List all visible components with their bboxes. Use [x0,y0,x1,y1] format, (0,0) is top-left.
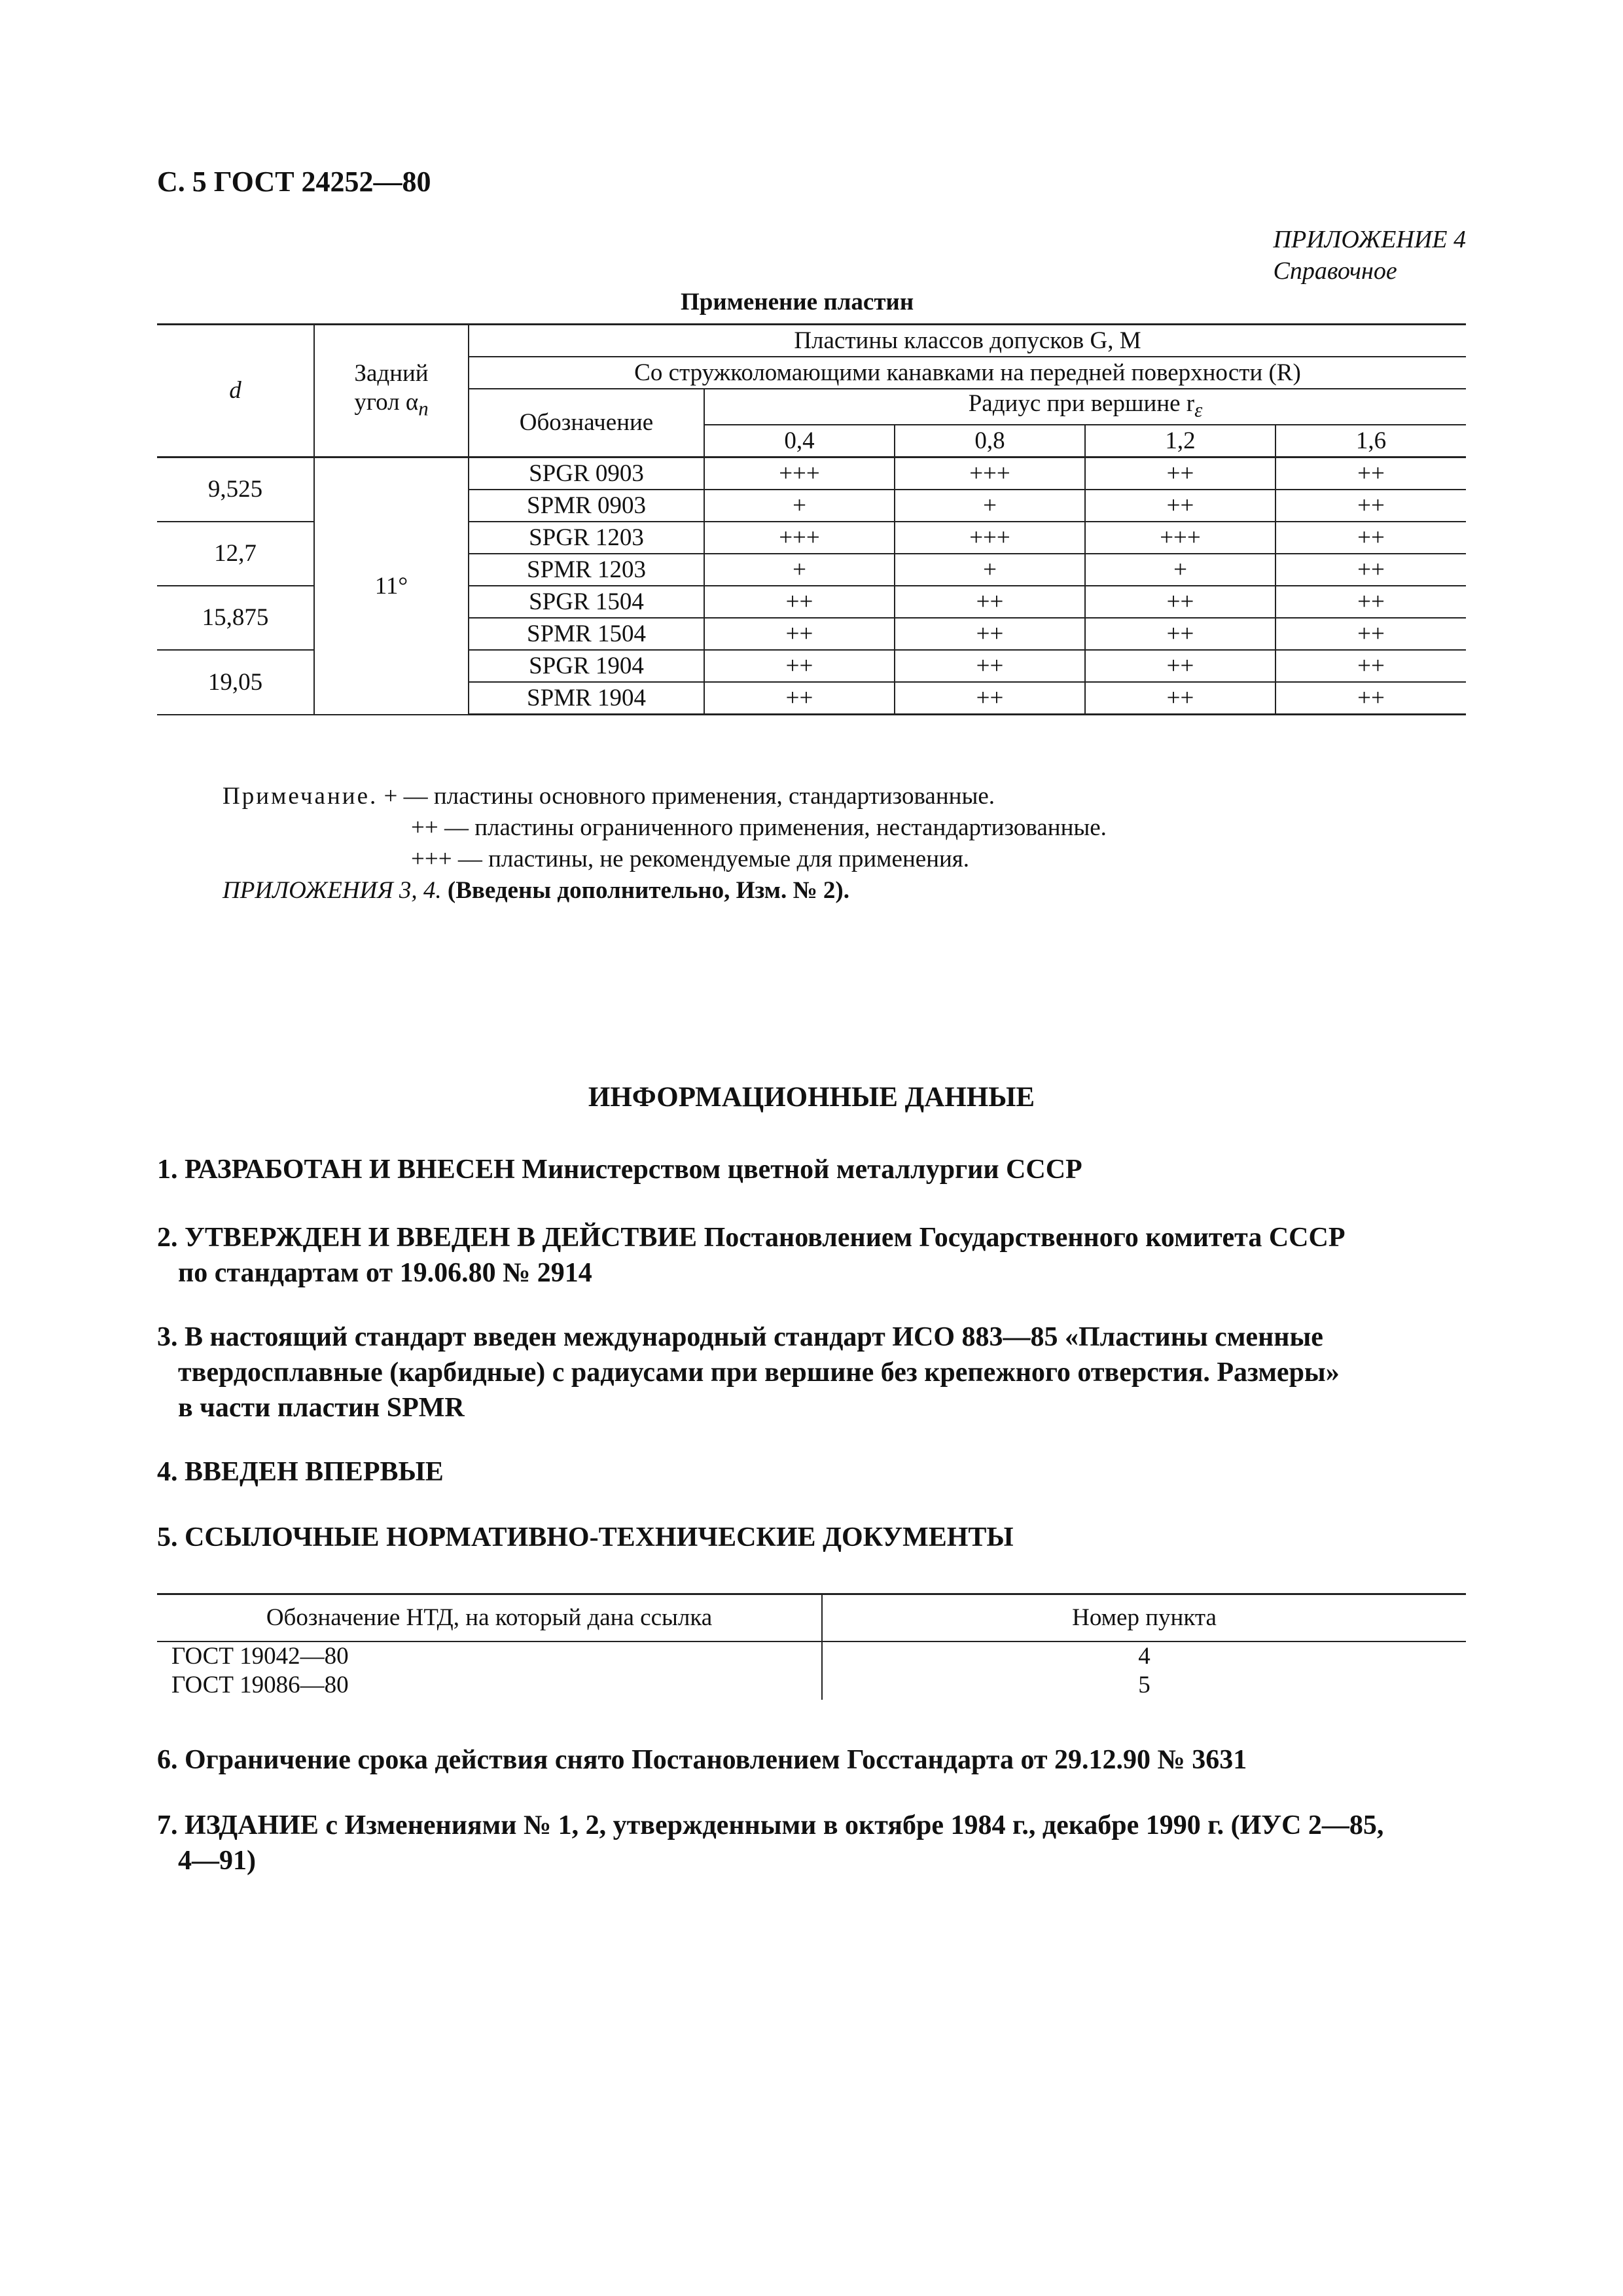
info-item-2-line1: 2. УТВЕРЖДЕН И ВВЕДЕН В ДЕЙСТВИЕ Постановлением Государственного комитета СССР [157,1223,1346,1253]
header-radius: Радиус при вершине $r_\varepsilon$ [704,389,1466,425]
header-angle: Задний угол $\alpha_n$ [314,325,469,457]
table-row [157,1641,1466,1671]
amendment-note [223,875,849,906]
amendment-label: ПРИЛОЖЕНИЯ 3, 4. [223,877,442,904]
value-cell: ++ [895,650,1085,682]
designation-cell: SPGR 1203 [469,522,704,554]
value-cell: ++ [1275,650,1466,682]
info-item-3-line2: твердосплавные (карбидные) с радиусами при вершине без крепежного отверстия. Размеры» [178,1357,1340,1388]
header-grooves: Со стружколомающими канавками на передней поверхности (R) [469,357,1466,389]
d-value: 19,05 [157,650,314,715]
value-cell: ++ [1085,650,1275,682]
value-cell: ++ [704,682,895,715]
designation-cell: SPGR 0903 [469,457,704,490]
value-cell: + [704,554,895,586]
value-cell: ++ [895,618,1085,650]
plates-table-title: Применение пластин [681,289,914,315]
header-designation: Обозначение [469,389,704,457]
appendix-label [1274,224,1466,287]
d-value: 12,7 [157,522,314,586]
refs-header-item: Номер пункта [822,1594,1466,1642]
info-item-5: 5. ССЫЛОЧНЫЕ НОРМАТИВНО-ТЕХНИЧЕСКИЕ ДОКУМЕНТЫ [157,1522,1014,1552]
value-cell: + [895,554,1085,586]
value-cell: ++ [1275,554,1466,586]
d-value: 15,875 [157,586,314,650]
value-cell: + [704,490,895,522]
radius-value: 0,4 [704,425,895,457]
angle-value: 11° [314,457,469,715]
value-cell: ++ [895,682,1085,715]
table-row [157,457,1466,490]
value-cell: +++ [895,457,1085,490]
info-item-7 [157,1808,1466,1878]
value-cell: ++ [1275,682,1466,715]
info-title: ИНФОРМАЦИОННЫЕ ДАННЫЕ [588,1082,1035,1113]
amendment-text: (Введены дополнительно, Изм. № 2). [447,877,849,904]
value-cell: ++ [704,618,895,650]
refs-item-cell: 5 [1138,1672,1150,1698]
refs-table [157,1593,1466,1700]
info-item-3 [157,1319,1466,1426]
header-d: d [157,325,314,457]
value-cell: ++ [1085,586,1275,618]
refs-doc-cell: ГОСТ 19042—80 [157,1641,822,1671]
value-cell: +++ [704,522,895,554]
appendix-type: Справочное [1273,257,1397,285]
page-header: С. 5 ГОСТ 24252—80 [157,166,431,198]
info-item-3-line3: в части пластин SPMR [178,1393,465,1423]
value-cell: ++ [1275,522,1466,554]
value-cell: ++ [895,586,1085,618]
value-cell: ++ [1275,490,1466,522]
designation-cell: SPMR 1203 [469,554,704,586]
note-line-1 [223,781,995,812]
note-label: Примечание. [223,783,378,810]
header-classes: Пластины классов допусков G, M [469,325,1466,357]
value-cell: ++ [1085,457,1275,490]
radius-value: 1,2 [1085,425,1275,457]
value-cell: +++ [704,457,895,490]
radius-value: 0,8 [895,425,1085,457]
designation-cell: SPMR 1504 [469,618,704,650]
info-item-7-line1: 7. ИЗДАНИЕ с Изменениями № 1, 2, утвержденными в октябре 1984 г., декабре 1990 г. (ИУС 2—85, [157,1810,1384,1840]
plates-table [157,323,1466,715]
value-cell: +++ [1085,522,1275,554]
note-line-2: ++ — пластины ограниченного применения, нестандартизованные. [411,814,1107,841]
info-item-7-line2: 4—91) [178,1846,256,1876]
value-cell: +++ [895,522,1085,554]
table-row [157,1671,1466,1700]
value-cell: ++ [1085,490,1275,522]
info-item-1: 1. РАЗРАБОТАН И ВНЕСЕН Министерством цветной металлургии СССР [157,1155,1082,1185]
designation-cell: SPMR 1904 [469,682,704,715]
refs-header-doc: Обозначение НТД, на который дана ссылка [157,1594,822,1642]
note-text: + — пластины основного применения, стандартизованные. [383,783,995,810]
info-item-2-line2: по стандартам от 19.06.80 № 2914 [178,1258,592,1288]
value-cell: ++ [1085,618,1275,650]
info-item-4: 4. ВВЕДЕН ВПЕРВЫЕ [157,1457,444,1487]
info-item-3-line1: 3. В настоящий стандарт введен международный стандарт ИСО 883—85 «Пластины сменные [157,1322,1323,1352]
designation-cell: SPMR 0903 [469,490,704,522]
designation-cell: SPGR 1904 [469,650,704,682]
note-line-3: +++ — пластины, не рекомендуемые для применения. [411,846,970,872]
value-cell: + [1085,554,1275,586]
value-cell: ++ [1275,457,1466,490]
value-cell: ++ [1275,618,1466,650]
value-cell: + [895,490,1085,522]
radius-value: 1,6 [1275,425,1466,457]
info-item-6: 6. Ограничение срока действия снято Постановлением Госстандарта от 29.12.90 № 3631 [157,1745,1247,1775]
value-cell: ++ [704,650,895,682]
refs-doc-cell: ГОСТ 19086—80 [157,1671,822,1700]
value-cell: ++ [704,586,895,618]
refs-item-cell: 4 [1138,1643,1150,1670]
designation-cell: SPGR 1504 [469,586,704,618]
appendix-number: ПРИЛОЖЕНИЕ 4 [1273,226,1466,253]
info-item-2 [157,1220,1466,1291]
value-cell: ++ [1275,586,1466,618]
value-cell: ++ [1085,682,1275,715]
d-value: 9,525 [157,457,314,522]
